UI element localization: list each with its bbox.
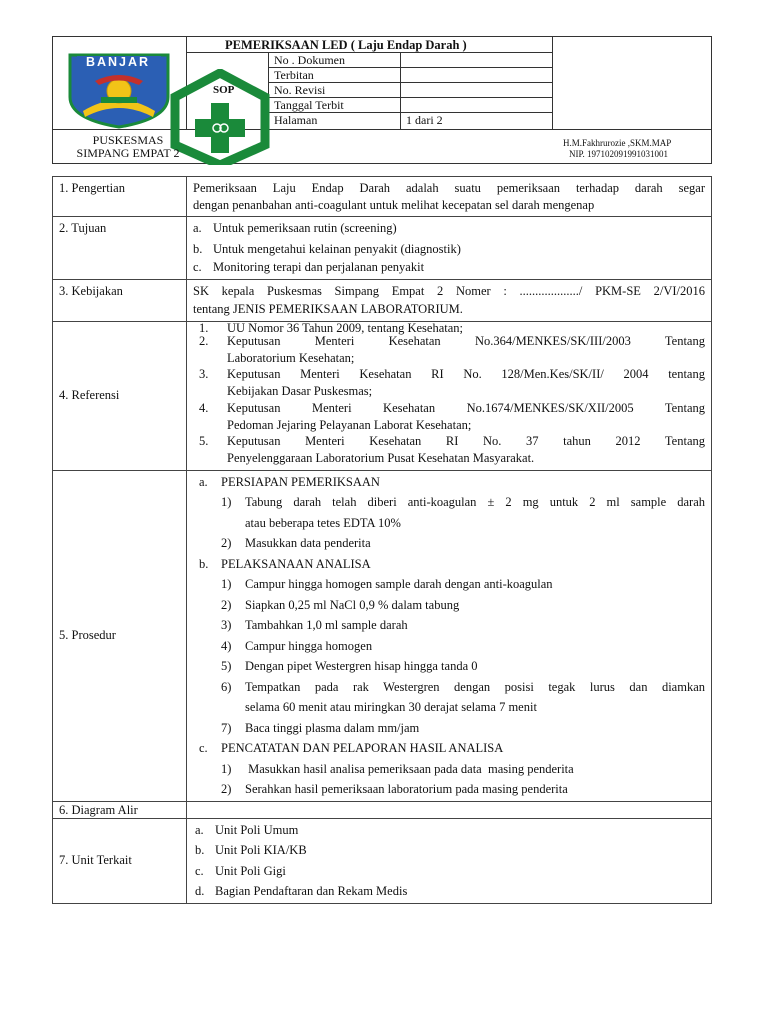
list-item: [193, 239, 705, 260]
signer-nip: NIP. 197102091991031001: [569, 149, 669, 159]
list-marker: 1.: [199, 320, 209, 335]
list-marker: 1): [221, 761, 232, 776]
list-text: Untuk mengetahui kelainan penyakit (diagnostik): [213, 241, 461, 256]
text-line: Pemeriksaan Laju Endap Darah adalah suatu pemeriksaan terhadap darah segar: [193, 181, 705, 195]
list-text: Bagian Pendaftaran dan Rekam Medis: [215, 884, 408, 898]
row-content: [187, 217, 712, 280]
row-label: 2. Tujuan: [53, 217, 187, 280]
list-item: [193, 322, 705, 335]
logo-text: BANJAR: [85, 55, 151, 69]
row-content: [187, 818, 712, 903]
list-marker: a.: [199, 474, 208, 489]
field-label: Terbitan: [274, 68, 314, 82]
list-item: [199, 533, 705, 554]
list-marker: 2): [221, 597, 232, 612]
list-marker: 7): [221, 720, 232, 735]
section-heading: [199, 472, 705, 493]
list-marker: 5): [221, 659, 232, 673]
row-label: 1. Pengertian: [53, 177, 187, 217]
row-content: [187, 801, 712, 818]
heading-text: PELAKSANAAN ANALISA: [221, 556, 371, 571]
list-item: [199, 595, 705, 616]
list-marker: d.: [195, 884, 205, 898]
list-marker: 4.: [199, 400, 209, 415]
heading-text: PENCATATAN DAN PELAPORAN HASIL ANALISA: [221, 741, 504, 755]
list-marker: 2.: [199, 333, 209, 348]
list-item: [195, 840, 705, 861]
list-text: Laboratorium Kesehatan;: [227, 350, 355, 365]
heading-text: PERSIAPAN PEMERIKSAAN: [221, 474, 380, 489]
row-content: [187, 177, 712, 217]
document-header: [52, 36, 712, 164]
list-text: Campur hingga homogen: [245, 638, 373, 653]
list-marker: 2): [221, 782, 232, 796]
list-item: [199, 677, 705, 718]
list-marker: 6): [221, 679, 232, 694]
document-title: PEMERIKSAAN LED ( Laju Endap Darah ): [225, 38, 467, 52]
list-item: [195, 820, 705, 841]
field-label: Halaman: [274, 113, 318, 127]
org-name: PUSKESMAS: [92, 133, 164, 147]
list-item: [193, 335, 705, 369]
list-item: [193, 435, 705, 469]
list-text: Unit Poli Umum: [215, 822, 299, 837]
list-marker: c.: [195, 863, 204, 878]
list-text: Serahkan hasil pemeriksaan laboratorium pada masing penderita: [245, 782, 568, 796]
list-item: [199, 718, 705, 739]
list-text: Pedoman Jejaring Pelayanan Laborat Kesehatan;: [227, 417, 472, 432]
org-name: SIMPANG EMPAT 2: [76, 146, 180, 160]
list-text: Penyelenggaraan Laboratorium Pusat Kesehatan Masyarakat.: [227, 451, 535, 465]
list-text: Untuk pemeriksaan rutin (screening): [213, 221, 397, 235]
list-marker: b.: [199, 556, 209, 571]
list-marker: 3): [221, 618, 232, 632]
list-item: [199, 492, 705, 533]
list-text: selama 60 menit atau miringkan 30 derajat selama 7 menit: [245, 700, 537, 714]
text-line: SK kepala Puskesmas Simpang Empat 2 Nomer : .................../ PKM-SE 2/VI/2016: [193, 283, 705, 298]
list-item: [199, 779, 705, 800]
list-marker: 5.: [199, 434, 209, 448]
sop-label: SOP: [213, 84, 235, 96]
list-item: [199, 574, 705, 595]
table-row: [53, 279, 712, 321]
list-text: Keputusan Menteri Kesehatan RI No. 37 tahun 2012 Tentang: [227, 434, 705, 448]
list-item: [193, 218, 705, 239]
list-marker: c.: [199, 741, 208, 755]
list-text: Dengan pipet Westergren hisap hingga tanda 0: [245, 659, 478, 673]
list-text: Unit Poli KIA/KB: [215, 843, 307, 857]
list-marker: a.: [193, 221, 202, 235]
list-text: Kebijakan Dasar Puskesmas;: [227, 384, 373, 398]
list-marker: 2): [221, 536, 232, 550]
list-text: Masukkan data penderita: [245, 536, 371, 550]
list-marker: 3.: [199, 367, 209, 381]
page-value: 1 dari 2: [406, 113, 443, 127]
list-text: Keputusan Menteri Kesehatan No.364/MENKES/SK/III/2003 Tentang: [227, 333, 705, 348]
row-label: 6. Diagram Alir: [53, 801, 187, 818]
table-row: [53, 818, 712, 903]
row-content: [187, 279, 712, 321]
list-text: Unit Poli Gigi: [215, 863, 286, 878]
list-text: atau beberapa tetes EDTA 10%: [245, 515, 401, 530]
list-marker: b.: [193, 241, 203, 256]
table-row: [53, 217, 712, 280]
list-text: Tempatkan pada rak Westergren dengan posisi tegak lurus dan diamkan: [245, 679, 705, 694]
text-line: dengan penanbahan anti-coagulant untuk melihat kecepatan sel darah mengenap: [193, 197, 595, 212]
list-text: Siapkan 0,25 ml NaCl 0,9 % dalam tabung: [245, 597, 460, 612]
list-marker: c.: [193, 260, 202, 274]
list-marker: 4): [221, 638, 232, 653]
list-text: Tambahkan 1,0 ml sample darah: [245, 618, 408, 632]
field-label: No. Revisi: [274, 83, 326, 97]
list-marker: a.: [195, 822, 204, 837]
list-text: Tabung darah telah diberi anti-koagulan ± 2 mg untuk 2 ml sample darah: [245, 495, 705, 509]
row-content: [187, 321, 712, 470]
list-item: [199, 615, 705, 636]
field-label: No . Dokumen: [274, 53, 345, 67]
section-heading: [199, 738, 705, 759]
list-marker: b.: [195, 843, 205, 857]
signer-name: H.M.Fakhrurozie ,SKM.MAP: [563, 138, 672, 148]
field-label: Tanggal Terbit: [274, 98, 344, 112]
list-text: Campur hingga homogen sample darah dengan anti-koagulan: [245, 577, 553, 591]
table-row: [53, 177, 712, 217]
list-marker: 1): [221, 577, 232, 591]
list-text: Monitoring terapi dan perjalanan penyakit: [213, 260, 425, 274]
list-marker: 1): [221, 495, 232, 509]
list-text: UU Nomor 36 Tahun 2009, tentang Kesehatan;: [227, 320, 463, 335]
row-label: 5. Prosedur: [53, 470, 187, 801]
table-row: [53, 321, 712, 470]
list-text: Keputusan Menteri Kesehatan No.1674/MENKES/SK/XII/2005 Tentang: [227, 400, 705, 415]
list-text: Keputusan Menteri Kesehatan RI No. 128/Men.Kes/SK/II/ 2004 tentang: [227, 367, 705, 381]
list-item: [199, 656, 705, 677]
row-content: [187, 470, 712, 801]
list-text: Baca tinggi plasma dalam mm/jam: [245, 720, 420, 735]
list-text: Masukkan hasil analisa pemeriksaan pada data masing penderita: [245, 761, 574, 776]
table-row: [53, 470, 712, 801]
list-item: [193, 368, 705, 402]
list-item: [193, 402, 705, 436]
text-line: tentang JENIS PEMERIKSAAN LABORATORIUM.: [193, 302, 463, 316]
row-label: 7. Unit Terkait: [53, 818, 187, 903]
row-label: 3. Kebijakan: [53, 279, 187, 321]
list-item: [195, 861, 705, 882]
list-item: [199, 636, 705, 657]
list-item: [195, 881, 705, 902]
list-item: [193, 257, 705, 278]
sop-table: [52, 176, 712, 904]
list-item: [199, 759, 705, 780]
table-row: [53, 801, 712, 818]
row-label: 4. Referensi: [53, 321, 187, 470]
section-heading: [199, 554, 705, 575]
